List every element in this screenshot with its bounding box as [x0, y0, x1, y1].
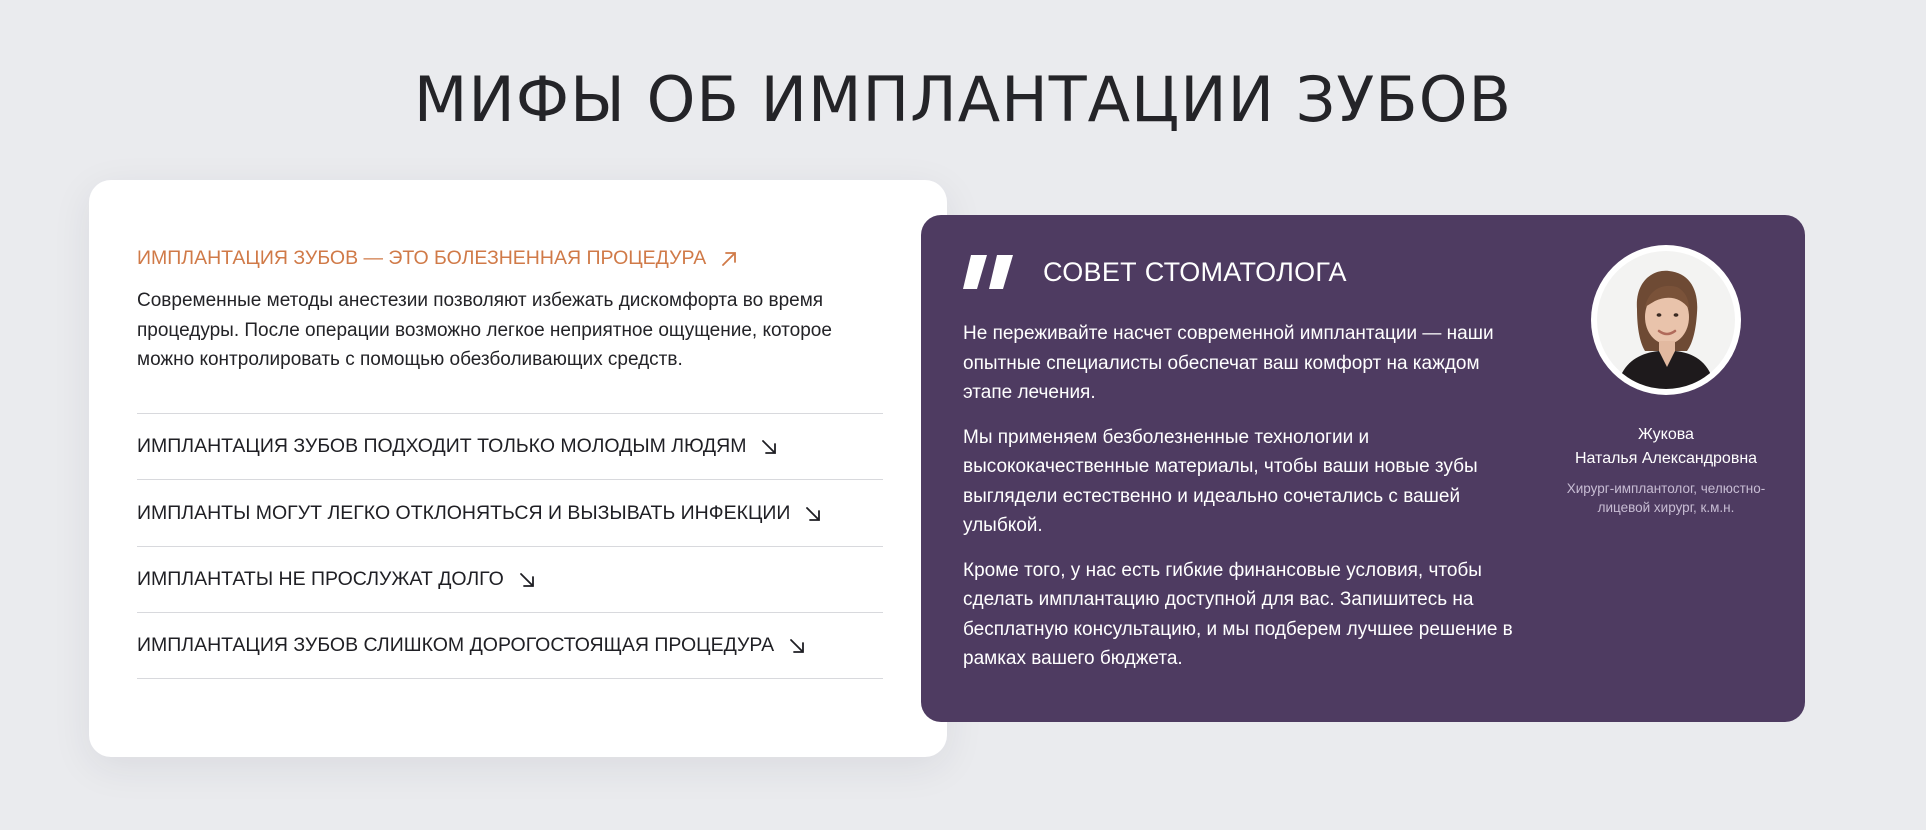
page-title: МИФЫ ОБ ИМПЛАНТАЦИИ ЗУБОВ: [413, 63, 1513, 136]
faq-question-active[interactable]: [137, 246, 883, 270]
arrow-down-right-icon: [788, 637, 806, 655]
faq-item[interactable]: [137, 413, 883, 480]
doctor-photo-icon: [1597, 251, 1735, 389]
dentist-tip-card: [921, 215, 1805, 722]
faq-question-label: ИМПЛАНТАТЫ НЕ ПРОСЛУЖАТ ДОЛГО: [137, 568, 504, 591]
faq-answer: Современные методы анестезии позволяют избежать дискомфорта во время процедуры. После операции возможно легкое неприятное ощущение, которое можно контролировать с помощью обезболивающих средств.: [137, 290, 832, 370]
faq-list: [137, 413, 883, 679]
tip-title: СОВЕТ СТОМАТОЛОГА: [1043, 256, 1347, 287]
arrow-up-right-icon: [720, 250, 738, 268]
tip-paragraph: Мы применяем безболезненные технологии и высококачественные материалы, чтобы ваши новые зубы выглядели естественно и идеально сочетались с вашей улыбкой.: [963, 426, 1478, 536]
faq-item-expanded: [137, 180, 883, 375]
arrow-down-right-icon: [760, 438, 778, 456]
faq-question-label: ИМПЛАНТЫ МОГУТ ЛЕГКО ОТКЛОНЯТЬСЯ И ВЫЗЫВАТЬ ИНФЕКЦИИ: [137, 501, 791, 524]
myths-accordion: [89, 180, 947, 757]
faq-item[interactable]: [137, 546, 883, 613]
arrow-down-right-icon: [804, 505, 822, 523]
doctor-avatar: [1591, 245, 1741, 395]
quote-icon: [963, 255, 1013, 289]
faq-question-label: ИМПЛАНТАЦИЯ ЗУБОВ СЛИШКОМ ДОРОГОСТОЯЩАЯ ПРОЦЕДУРА: [137, 634, 775, 657]
tip-paragraph: Не переживайте насчет современной имплантации — наши опытные специалисты обеспечат ваш комфорт на каждом этапе лечения.: [963, 323, 1494, 403]
tip-body: [963, 319, 1523, 674]
tip-paragraph: Кроме того, у нас есть гибкие финансовые условия, чтобы сделать имплантацию доступной для вас. Запишитесь на бесплатную консультацию, и мы подберем лучшее решение в рамках вашего бюджета.: [963, 559, 1513, 669]
arrow-down-right-icon: [518, 571, 536, 589]
faq-item[interactable]: [137, 479, 883, 546]
faq-question-label: ИМПЛАНТАЦИЯ ЗУБОВ — ЭТО БОЛЕЗНЕННАЯ ПРОЦЕДУРА: [137, 247, 707, 269]
doctor-surname: Жукова: [1638, 426, 1694, 443]
doctor-role: Хирург-имплантолог, челюстно-лицевой хирург, к.м.н.: [1566, 481, 1766, 515]
doctor-given-names: Наталья Александровна: [1574, 450, 1758, 467]
doctor-profile: [1551, 245, 1781, 517]
faq-question-label: ИМПЛАНТАЦИЯ ЗУБОВ ПОДХОДИТ ТОЛЬКО МОЛОДЫМ ЛЮДЯМ: [137, 435, 747, 458]
faq-item[interactable]: [137, 612, 883, 679]
doctor-name: [1551, 423, 1781, 471]
